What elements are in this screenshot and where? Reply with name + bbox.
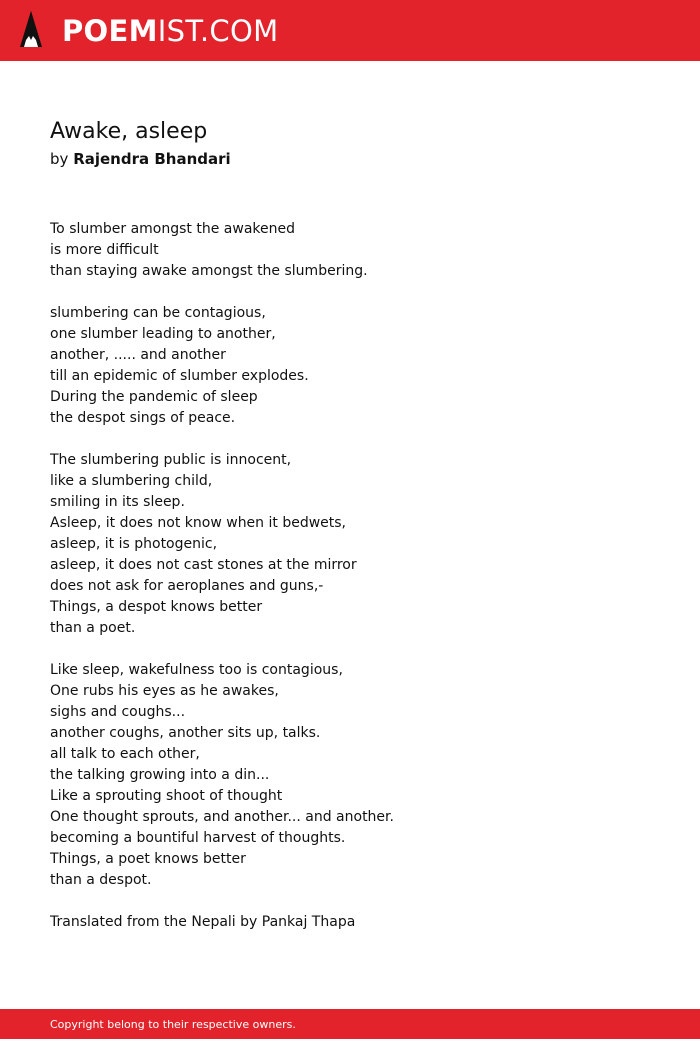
poem-line: One rubs his eyes as he awakes,: [50, 683, 279, 699]
poem-line: smiling in its sleep.: [50, 494, 185, 510]
copyright-text: Copyright belong to their respective owners.: [50, 1018, 296, 1031]
poem-line: like a slumbering child,: [50, 473, 213, 489]
site-header: [0, 0, 700, 61]
author-name: Rajendra Bhandari: [73, 150, 231, 168]
poem-line: becoming a bountiful harvest of thoughts.: [50, 830, 346, 846]
poem-line: Things, a poet knows better: [50, 851, 246, 867]
poem-line: sighs and coughs...: [50, 704, 186, 720]
poem-line: To slumber amongst the awakened: [50, 221, 295, 237]
poem-line: another, ..... and another: [50, 347, 226, 363]
poem-line: the despot sings of peace.: [50, 410, 236, 426]
poem-title: Awake, asleep: [50, 119, 208, 144]
poem-line: one slumber leading to another,: [50, 326, 276, 342]
poem-line: than staying awake amongst the slumbering.: [50, 263, 368, 279]
byline: [50, 148, 231, 170]
pencil-icon[interactable]: [18, 9, 44, 51]
poem-line: than a poet.: [50, 620, 136, 636]
poem-body: [50, 219, 650, 933]
poem-line: asleep, it does not cast stones at the mirror: [50, 557, 357, 573]
poem-line: all talk to each other,: [50, 746, 200, 762]
poem-line: Like a sprouting shoot of thought: [50, 788, 283, 804]
poem-line: till an epidemic of slumber explodes.: [50, 368, 309, 384]
stanza: [50, 450, 650, 639]
poem-line: During the pandemic of sleep: [50, 389, 258, 405]
poem-line: does not ask for aeroplanes and guns,-: [50, 578, 324, 594]
site-logo-text[interactable]: [62, 11, 278, 51]
stanza: [50, 660, 650, 891]
poem-line: another coughs, another sits up, talks.: [50, 725, 321, 741]
poem-line: One thought sprouts, and another... and another.: [50, 809, 394, 825]
poem-line: Like sleep, wakefulness too is contagious,: [50, 662, 343, 678]
poem-line: than a despot.: [50, 872, 152, 888]
poem-line: The slumbering public is innocent,: [50, 452, 292, 468]
poem-line: is more difficult: [50, 242, 159, 258]
poem-line: slumbering can be contagious,: [50, 305, 266, 321]
brand-light: IST.COM: [157, 14, 279, 48]
by-label: by: [50, 150, 69, 168]
stanza: [50, 303, 650, 429]
poem-line: Asleep, it does not know when it bedwets,: [50, 515, 347, 531]
site-footer: [0, 1009, 700, 1039]
stanza: [50, 219, 650, 282]
poem-line: the talking growing into a din...: [50, 767, 270, 783]
poem-line: Things, a despot knows better: [50, 599, 263, 615]
translation-credit: Translated from the Nepali by Pankaj Thapa: [50, 914, 356, 930]
poem-line: asleep, it is photogenic,: [50, 536, 218, 552]
brand-bold: POEM: [62, 14, 158, 48]
